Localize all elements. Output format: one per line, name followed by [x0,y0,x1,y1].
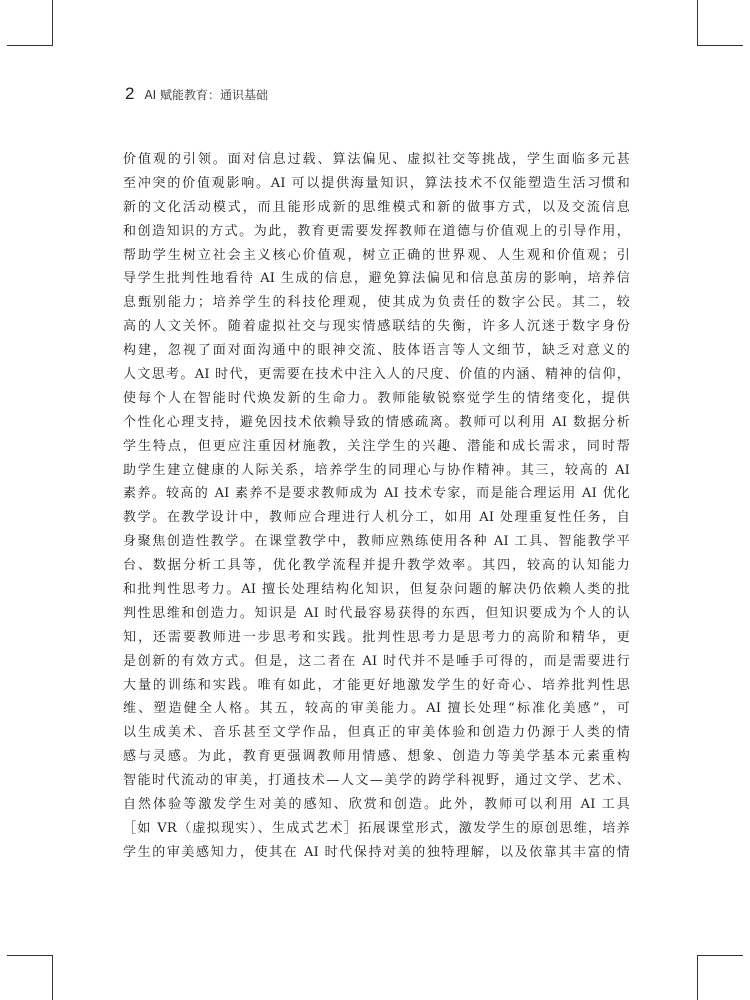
text-line: 智能时代流动的审美，打通技术—人文—美学的跨学科视野，通过文学、艺术、 [123,773,630,789]
crop-mark-top-left-horizontal [7,45,53,46]
text-line: 帮助学生树立社会主义核心价值观，树立正确的世界观、人生观和价值观；引 [123,247,630,263]
page-header [125,84,268,104]
text-line: 高的人文关怀。随着虚拟社交与现实情感联结的失衡，许多人沉迷于数字身份 [123,319,630,335]
running-title: AI 赋能教育：通识基础 [144,88,269,102]
crop-mark-bottom-right-vertical [697,955,698,1000]
text-line: 和批判性思考力。AI 擅长处理结构化知识，但复杂问题的解决仍依赖人类的批 [123,582,630,598]
text-line: 判性思维和创造力。知识是 AI 时代最容易获得的东西，但知识要成为个人的认 [123,605,630,621]
text-line: 维、塑造健全人格。其五，较高的审美能力。AI 擅长处理“标准化美感”，可 [123,701,630,717]
text-line: 是创新的有效方式。但是，这二者在 AI 时代并不是唾手可得的，而是需要进行 [123,653,630,669]
text-line: 和创造知识的方式。为此，教育更需要发挥教师在道德与价值观上的引导作用， [123,223,630,239]
text-line: 个性化心理支持，避免因技术依赖导致的情感疏离。教师可以利用 AI 数据分析 [123,414,630,430]
crop-mark-bottom-left-vertical [52,955,53,1000]
text-line: 使每个人在智能时代焕发新的生命力。教师能敏锐察觉学生的情绪变化，提供 [123,390,630,406]
text-line: 知，还需要教师进一步思考和实践。批判性思考力是思考力的高阶和精华，更 [123,629,630,645]
text-line: 身聚焦创造性教学。在课堂教学中，教师应熟练使用各种 AI 工具、智能教学平 [123,534,630,550]
crop-mark-top-left-vertical [52,0,53,46]
text-line: 息甄别能力；培养学生的科技伦理观，使其成为负责任的数字公民。其二，较 [123,295,630,311]
text-line: 至冲突的价值观影响。AI 可以提供海量知识，算法技术不仅能塑造生活习惯和 [123,175,630,191]
text-line: 素养。较高的 AI 素养不是要求教师成为 AI 技术专家，而是能合理运用 AI 优化 [123,486,630,502]
text-line: ［如 VR（虚拟现实）、生成式艺术］拓展课堂形式，激发学生的原创思维，培养 [123,820,630,836]
text-line: 导学生批判性地看待 AI 生成的信息，避免算法偏见和信息茧房的影响，培养信 [123,271,630,287]
text-line: 学生的审美感知力，使其在 AI 时代保持对美的独特理解，以及依靠其丰富的情 [123,844,630,860]
text-line: 助学生建立健康的人际关系，培养学生的同理心与协作精神。其三，较高的 AI [123,462,630,478]
crop-mark-bottom-left-horizontal [7,955,53,956]
text-line: 自然体验等激发学生对美的感知、欣赏和创造。此外，教师可以利用 AI 工具 [123,797,630,813]
page-number: 2 [125,84,135,103]
text-line: 教学。在教学设计中，教师应合理进行人机分工，如用 AI 处理重复性任务，自 [123,510,630,526]
text-line: 构建，忽视了面对面沟通中的眼神交流、肢体语言等人文细节，缺乏对意义的 [123,343,630,359]
text-line: 大量的训练和实践。唯有如此，才能更好地激发学生的好奇心、培养批判性思 [123,677,630,693]
text-line: 人文思考。AI 时代，更需要在技术中注入人的尺度、价值的内涵、精神的信仰， [123,367,630,383]
crop-mark-bottom-right-horizontal [697,955,743,956]
text-line: 新的文化活动模式，而且能形成新的思维模式和新的做事方式，以及交流信息 [123,199,630,215]
text-line: 学生特点，但更应注重因材施教，关注学生的兴趣、潜能和成长需求，同时帮 [123,438,630,454]
crop-mark-top-right-vertical [697,0,698,46]
body-text [123,148,630,865]
text-line: 以生成美术、音乐甚至文学作品，但真正的审美体验和创造力仍源于人类的情 [123,725,630,741]
text-line: 价值观的引领。面对信息过载、算法偏见、虚拟社交等挑战，学生面临多元甚 [123,152,630,167]
crop-mark-top-right-horizontal [697,45,743,46]
text-line: 感与灵感。为此，教育更强调教师用情感、想象、创造力等美学基本元素重构 [123,749,630,765]
text-line: 台、数据分析工具等，优化教学流程并提升教学效率。其四，较高的认知能力 [123,558,630,574]
